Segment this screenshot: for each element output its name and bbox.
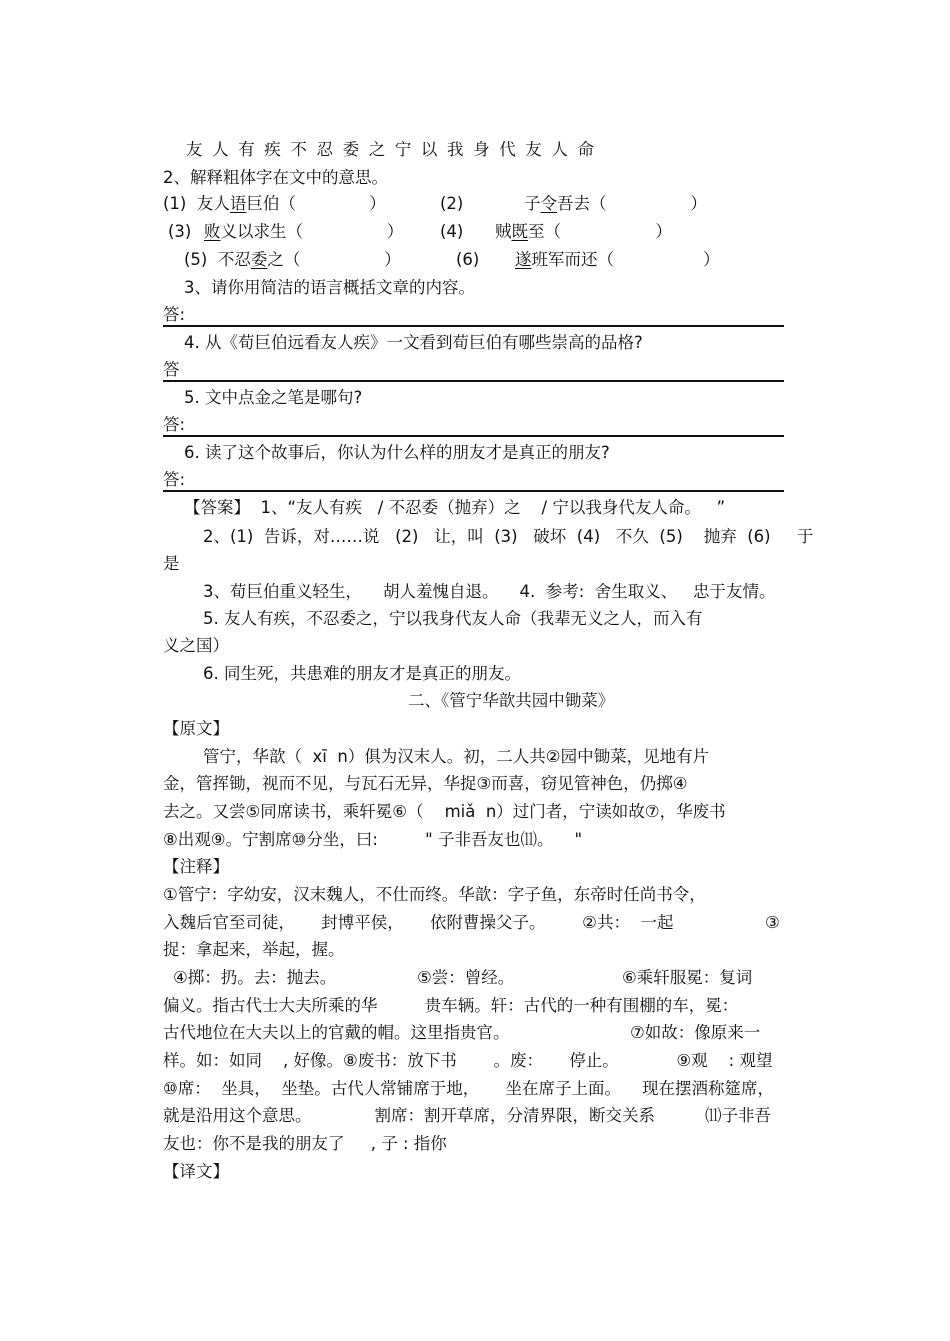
answer-line <box>163 325 784 327</box>
note-line: ⑩席： 坐具， 坐垫。古代人常铺席于地， 坐在席子上面。 现在摆酒称筵席， <box>163 1079 774 1098</box>
note-line: 入魏后官至司徒， 封博平侯， 依附曹操父子。 ②共： 一起 <box>163 913 674 932</box>
answer-key-3-4: 3、荀巨伯重义轻生， 胡人羞愧自退。 4. 参考: 舍生取义、 忠于友情。 <box>203 582 776 601</box>
original-text-line: 管宁，华歆（ xī n）俱为汉末人。初，二人共②园中锄菜，见地有片 <box>203 747 710 766</box>
original-text-line: ⑧出观⑨。宁割席⑩分坐，曰: " 子非吾友也⑾。 " <box>163 830 583 849</box>
answer-line <box>163 380 784 382</box>
q2-item-6-number: (6) <box>456 250 480 269</box>
note-line: 捉：拿起来，举起，握。 <box>163 940 345 959</box>
note-line: ⑦如故：像原来一 <box>630 1023 761 1042</box>
note-line: ①管宁：字幼安，汉末魏人，不仕而终。华歆：字子鱼，东帝时任尚书令， <box>163 885 706 904</box>
answer-key-5-cont: 义之国） <box>163 636 229 655</box>
note-line: ④掷：扔。去：抛去。 <box>173 968 337 987</box>
note-line: ⑤尝：曾经。 <box>417 968 515 987</box>
note-line: 就是沿用这个意思。 割席：割开草席，分清界限，断交关系 <box>163 1106 655 1125</box>
section-title: 二、《管宁华歆共园中锄菜》 <box>408 691 615 710</box>
note-line: ⑥乘轩服冕：复词 <box>622 968 753 987</box>
answer-key-6: 6. 同生死，共患难的朋友才是真正的朋友。 <box>203 664 521 683</box>
q2-item-1: (1) 友人语巨伯（ ） <box>163 194 386 213</box>
answer-key-2-cont: 是 <box>163 554 180 573</box>
answer-line <box>163 490 784 492</box>
original-text-line: 去之。又尝⑤同席读书，乘轩冕⑥（ miǎ n）过门者，宁读如故⑦，华废书 <box>163 802 726 821</box>
q2-item-6: 遂班军而还（ ） <box>515 250 720 269</box>
question-3: 3、请你用简洁的语言概括文章的内容。 <box>184 278 475 297</box>
sentence-division-line: 友人有疾不忍委之宁以我身代友人命 <box>186 140 604 159</box>
note-line: 古代地位在大夫以上的官戴的帽。这里指贵官。 <box>163 1023 510 1042</box>
q2-item-5: (5) 不忍委之（ ） <box>184 250 401 269</box>
answer-4-label: 答 <box>163 360 180 379</box>
note-marker: ③ <box>765 913 780 932</box>
q2-item-4-number: (4) <box>440 222 464 241</box>
answer-3-label: 答: <box>163 305 186 324</box>
original-text-line: 金，管挥锄，视而不见，与瓦石无异，华捉③而喜，窃见管神色，仍掷④ <box>163 774 688 793</box>
q2-item-3-number: (3) <box>168 222 192 241</box>
note-line: 友也：你不是我的朋友了 , 子 : 指你 <box>163 1134 447 1153</box>
answer-line <box>163 435 784 437</box>
note-line: 样。如：如同 , 好像。⑧废书：放下书 。废： 停止。 ⑨观 : 观望 <box>163 1051 773 1070</box>
note-line: 偏义。指古代士大夫所乘的华 贵车辆。轩：古代的一种有围棚的车，冕： <box>163 996 739 1015</box>
original-text-heading: 【原文】 <box>163 719 229 738</box>
answer-5-label: 答: <box>163 415 186 434</box>
answer-6-label: 答: <box>163 470 186 489</box>
question-4: 4. 从《荀巨伯远看友人疾》一文看到荀巨伯有哪些崇高的品格? <box>184 333 643 352</box>
answer-key-1: 【答案】 1、“友人有疾 / 不忍委（抛弃）之 / 宁以我身代友人命。 ” <box>184 498 726 517</box>
q2-item-3: 败义以求生（ ） <box>204 222 404 241</box>
q2-item-4: 贼既至（ ） <box>495 222 672 241</box>
answer-key-2: 2、(1) 告诉，对……说 (2) 让，叫 (3) 破坏 (4) 不久 (5) 抛弃 (6) 于 <box>203 527 814 546</box>
question-6: 6. 读了这个故事后，你认为什么样的朋友才是真正的朋友? <box>184 443 610 462</box>
question-5: 5. 文中点金之笔是哪句? <box>184 388 363 407</box>
translation-heading: 【译文】 <box>163 1162 229 1181</box>
answer-key-5: 5. 友人有疾，不忍委之，宁以我身代友人命（我辈无义之人，而入有 <box>203 609 703 628</box>
q2-item-2: 子令吾去（ ） <box>524 194 707 213</box>
note-line: ⑾子非吾 <box>705 1106 771 1125</box>
question-2: 2、解释粗体字在文中的意思。 <box>163 168 388 187</box>
notes-heading: 【注释】 <box>163 857 229 876</box>
q2-item-2-number: (2) <box>440 194 464 213</box>
